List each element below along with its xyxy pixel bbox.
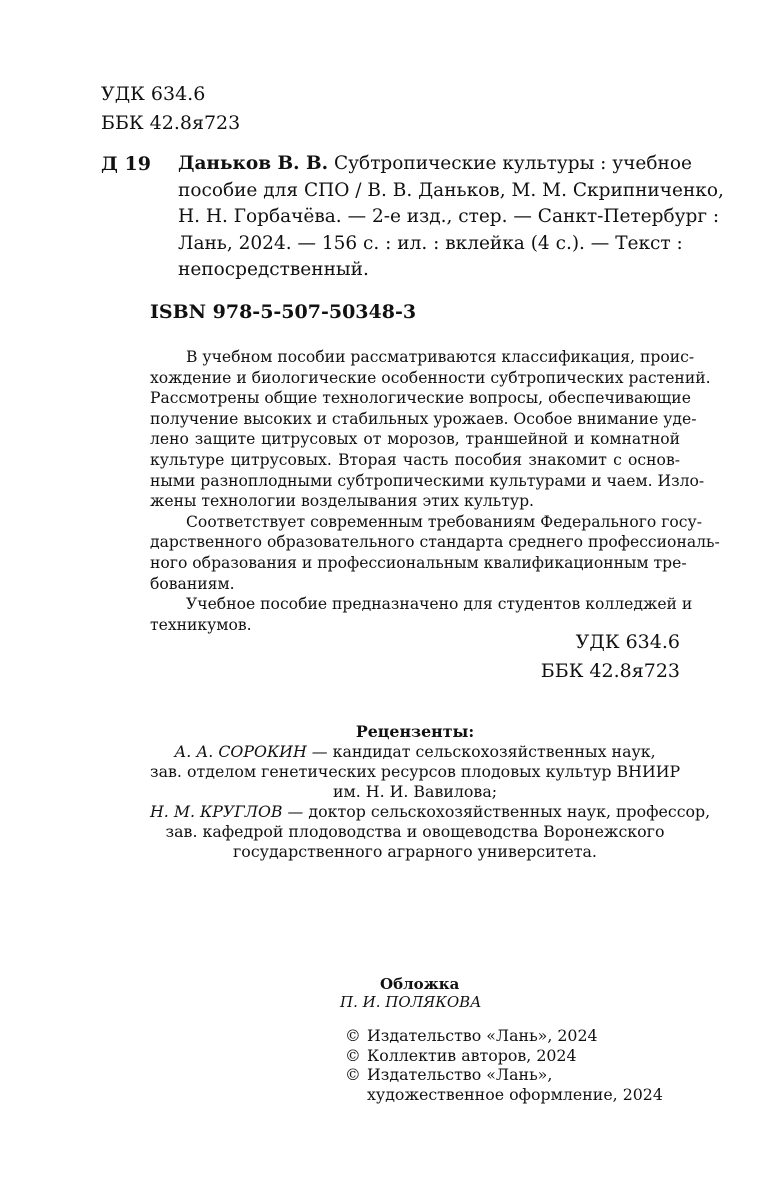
reviewer-title: — доктор сельскохозяйственных наук, профессор, [282,802,711,821]
reviewer-line: государственного аграрного университета. [233,842,597,861]
udk-code: УДК 634.6 [101,83,206,105]
annotation-line: В учебном пособии рассматриваются классификация, проис- [186,348,695,366]
annotation-line: Учебное пособие предназначено для студентов колледжей и [186,595,693,614]
annotation-line: бованиям. [150,574,235,593]
biblio-line: пособие для СПО / В. В. Даньков, М. М. Скрипниченко, [178,179,724,201]
reviewers-heading: Рецензенты: [355,722,475,741]
bbk-code: ББК 42.8я723 [540,660,680,682]
copyright-line [345,1026,663,1046]
biblio-line: Н. Н. Горбачёва. — 2-е изд., стер. — Санкт-Петербург : [178,206,720,228]
copyright-text: художественное оформление, 2024 [367,1084,663,1104]
biblio-line [178,151,692,178]
classification-bottom [541,628,680,686]
annotation-line: Соответствует современным требованиям Федерального госу- [186,512,702,531]
copyright-icon: © [345,1026,361,1045]
biblio-line: непосредственный. [178,259,369,281]
reviewer-line: зав. кафедрой плодоводства и овощеводства Воронежского [165,822,665,841]
copyright-line [345,1085,663,1105]
annotation-line: хождение и биологические особенности субтропических растений. [150,368,711,387]
classification-top [101,80,240,138]
reviewer-name: А. А. СОРОКИН [174,742,307,761]
copyright-icon: © [345,1065,361,1085]
reviewer-line [150,802,711,822]
reviewer-name: Н. М. КРУГЛОВ [150,802,283,821]
bbk-code: ББК 42.8я723 [101,112,241,134]
copyright-icon: © [345,1045,361,1065]
annotation-line: дарственного образовательного стандарта среднего профессиональ- [150,533,720,552]
author-heading: Даньков В. В. [178,153,329,174]
cover-label: Обложка [380,975,460,993]
reviewer-line: им. Н. И. Вавилова; [332,782,498,801]
annotation-line: Рассмотрены общие технологические вопросы, обеспечивающие [150,389,691,408]
isbn: ISBN 978-5-507-50348-3 [150,301,417,323]
copyright-text: Издательство «Лань», 2024 [367,1026,598,1045]
annotation-line: ного образования и профессиональным квалификационным тре- [150,553,687,572]
annotation-line: культуре цитрусовых. Вторая часть пособия знакомит с основ- [150,450,680,469]
copyright-block [345,1026,663,1104]
annotation [150,347,720,635]
reviewer-title: — кандидат сельскохозяйственных наук, [306,742,656,761]
reviewers [150,722,711,862]
reviewer-line: зав. отделом генетических ресурсов плодовых культур ВНИИР [150,762,681,781]
bibliographic-description [178,151,724,284]
copyright-line [345,1046,663,1066]
annotation-line: техникумов. [150,615,252,634]
copyright-text: Издательство «Лань», [367,1065,553,1085]
udk-code: УДК 634.6 [575,631,680,653]
annotation-line: лено защите цитрусовых от морозов, траншейной и комнатной [150,430,680,449]
annotation-line: жены технологии возделывания этих культур. [150,492,535,511]
reviewer-line [150,742,680,762]
annotation-line: ными разноплодными субтропическими культурами и чаем. Изло- [150,471,705,490]
annotation-line: получение высоких и стабильных урожаев. Особое внимание уде- [150,409,697,428]
cover-credit [340,975,482,1011]
biblio-line: Лань, 2024. — 156 с. : ил. : вклейка (4 с.). — Текст : [178,232,683,254]
author-mark: Д 19 [101,153,151,175]
copyright-line [345,1065,663,1085]
copyright-text: Коллектив авторов, 2024 [367,1045,577,1065]
cover-designer: П. И. ПОЛЯКОВА [340,993,482,1011]
biblio-title: Субтропические культуры : учебное [334,153,692,174]
